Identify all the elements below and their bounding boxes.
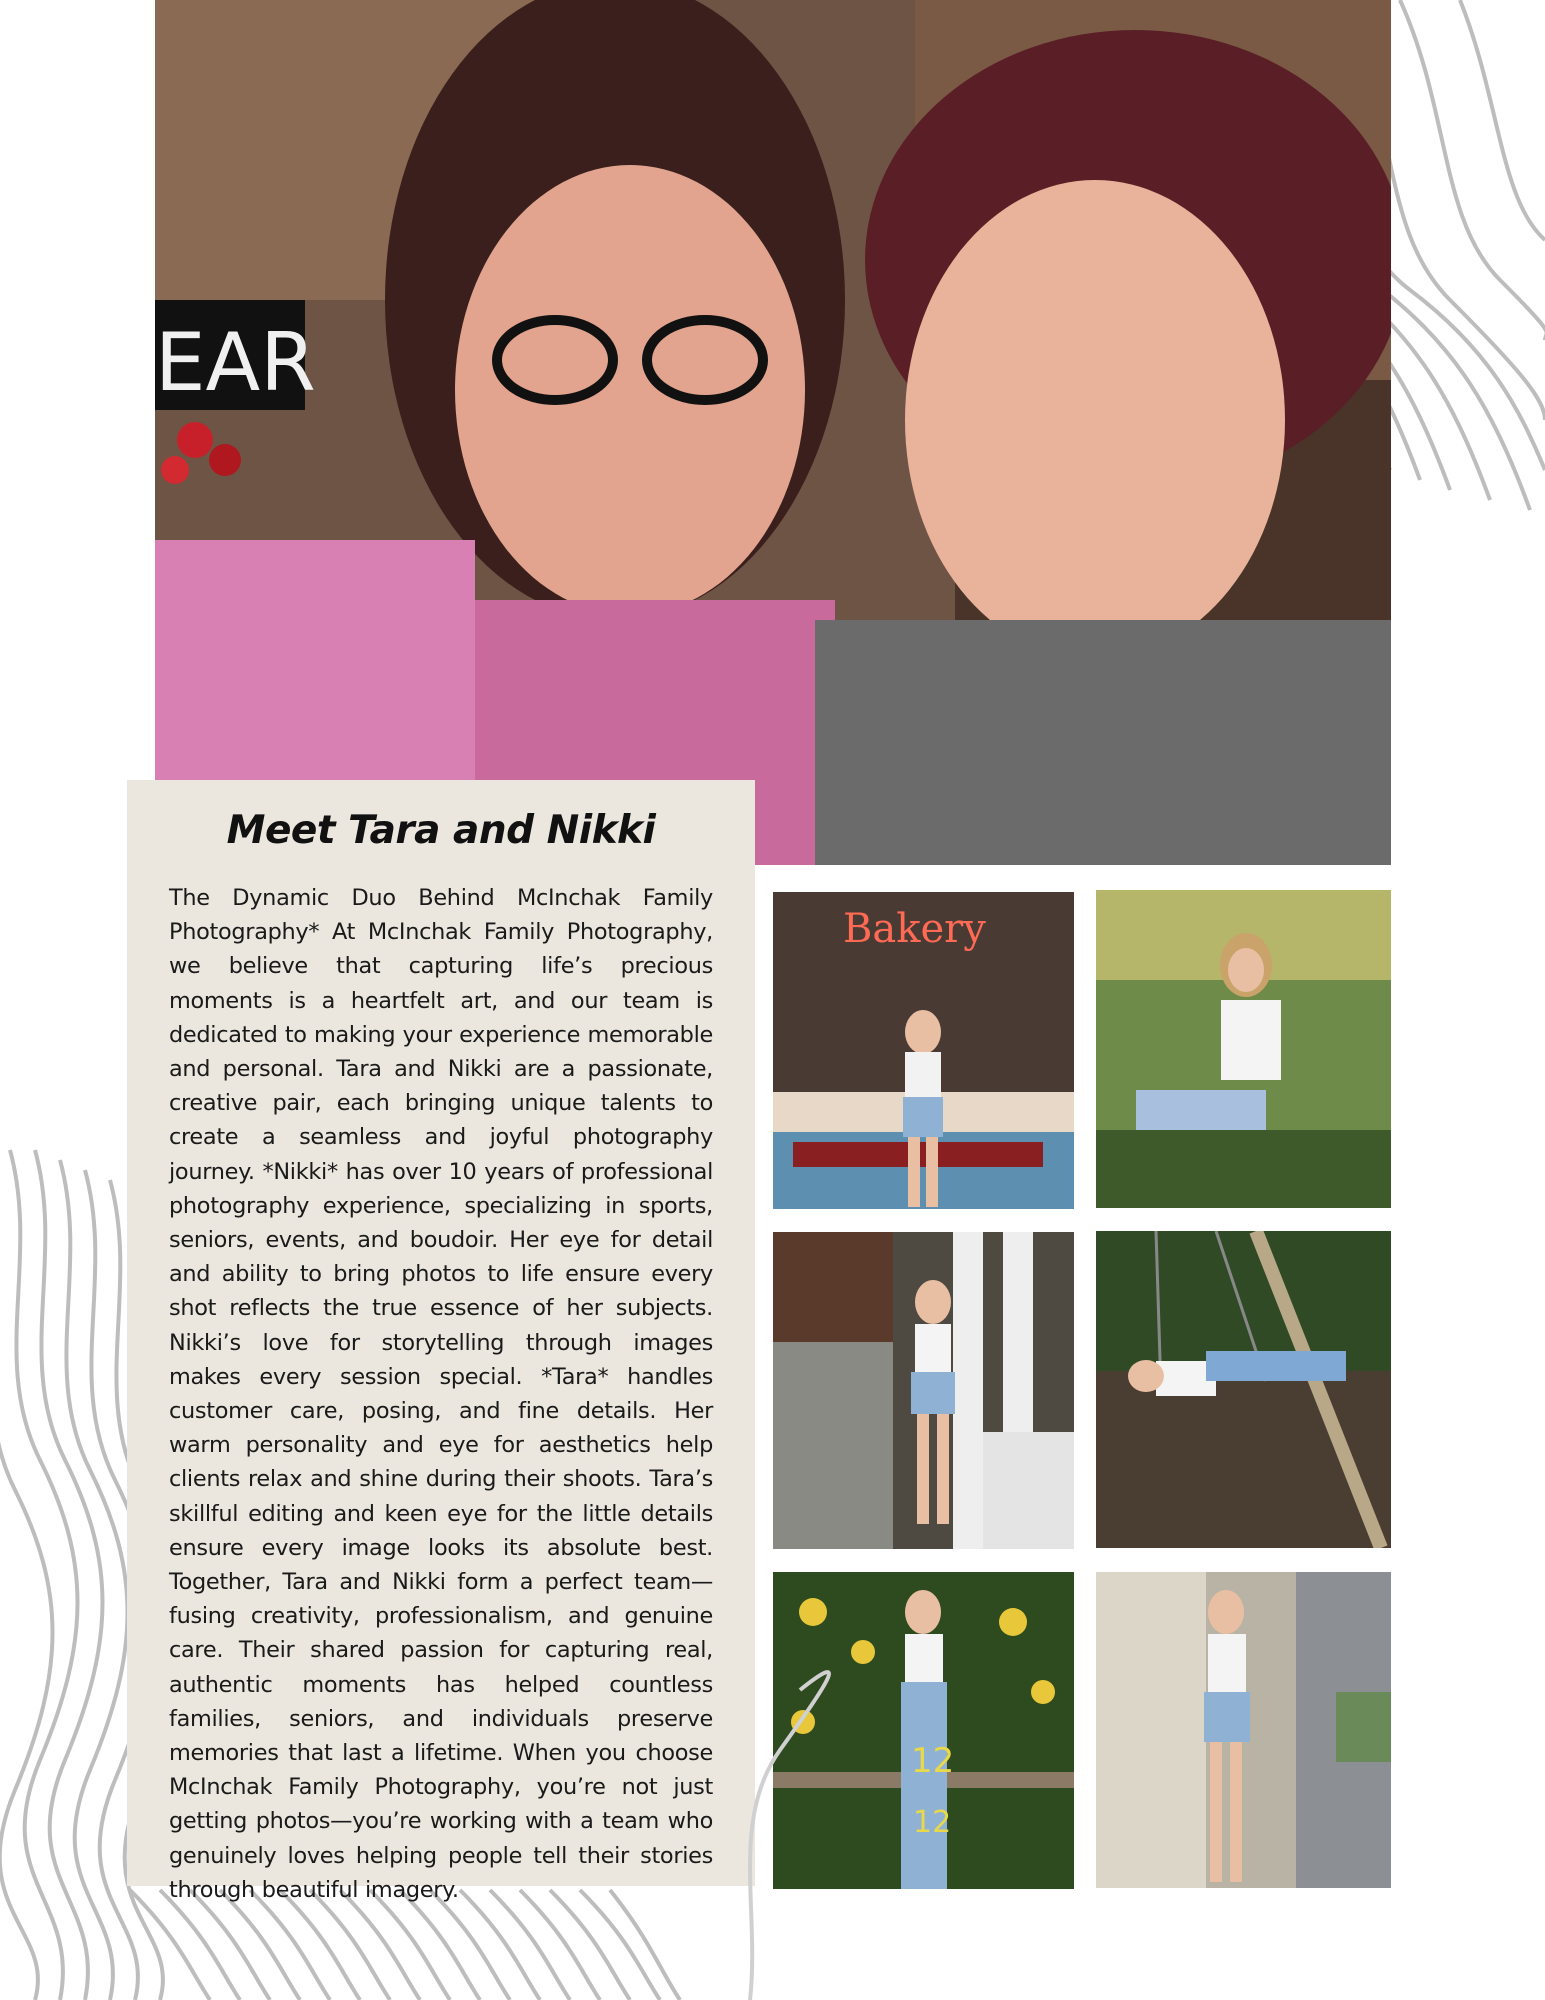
about-body-text: The Dynamic Duo Behind McInchak Family Photography* At McInchak Family Photography, we believe that capturing life’s precious moments is a heartfelt art, and our team is dedicated to making your experience memorable and personal. Tara and Nikki are a passionate, creative pair, each bringing unique talents to create a seamless and joyful photography journey. *Nikki* has over 10 years of professional photography experience, specializing in sports, seniors, events, and boudoir. Her eye for detail and ability to bring photos to life ensure every shot reflects the true essence of her subjects. Nikki’s love for storytelling through images makes every session special. *Tara* handles customer care, posing, and fine details. Her warm personality and eye for aesthetics help clients relax and shine during their shoots. Tara’s skillful editing and keen eye for the little details ensure every image looks its absolute best. Together, Tara and Nikki form a perfect team—fusing creativity, professionalism, and genuine care. Their shared passion for capturing real, authentic moments has helped countless families, seniors, and individuals preserve memories that last a lifetime. When you choose McInchak Family Photography, you’re not just getting photos—you’re working with a team who genuinely loves helping people tell their stories through beautiful imagery.: [169, 884, 713, 1903]
photo-bakery-storefront: [773, 892, 1074, 1209]
hero-sign-text: EAR: [155, 316, 316, 409]
photo-porch-steps: [773, 1232, 1074, 1549]
hero-photo: [155, 0, 1391, 865]
photo-swing: [1096, 1231, 1391, 1548]
photo-brick-alley: [1096, 1572, 1391, 1888]
page-title: Meet Tara and Nikki: [226, 808, 656, 853]
jeans-number-bottom: 12: [913, 1805, 952, 1840]
jeans-number-top: 12: [911, 1741, 955, 1781]
bakery-sign-text: Bakery: [843, 906, 986, 952]
decorative-curve: [740, 1660, 850, 2000]
about-card: [127, 780, 755, 1903]
photo-grass-field: [1096, 890, 1391, 1208]
